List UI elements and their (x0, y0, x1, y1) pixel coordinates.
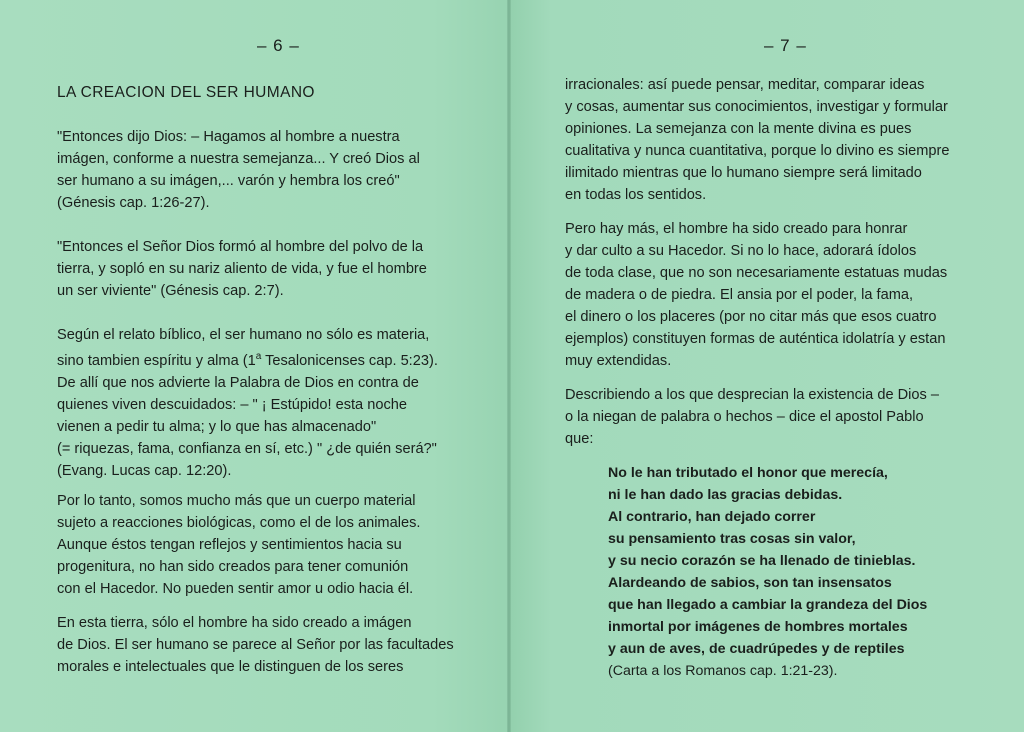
text-line: De allí que nos advierte la Palabra de Dios en contra de (57, 375, 419, 391)
text-line: En esta tierra, sólo el hombre ha sido creado a imágen (57, 615, 412, 631)
text-line: (Evang. Lucas cap. 12:20). (57, 463, 232, 479)
text-line: muy extendidas. (565, 353, 672, 369)
text-line: sino tambien espíritu y alma (1$^a$ Tesalonicenses cap. 5:23). (57, 351, 438, 369)
paragraph-more-than-material (57, 490, 497, 600)
text-line: sujeto a reacciones biológicas, como el de los animales. (57, 515, 421, 531)
text-line: de madera o de piedra. El ansia por el poder, la fama, (565, 287, 914, 303)
paragraph-irrational (565, 74, 1005, 206)
text-line: de toda clase, que no son necesariamente estatuas mudas (565, 265, 948, 281)
text-line: Describiendo a los que desprecian la existencia de Dios – (565, 387, 939, 403)
paragraph-biblical-account (57, 324, 497, 482)
text-line: ejemplos) constituyen formas de auténtica idolatría y estan (565, 331, 946, 347)
quote-line: que han llegado a cambiar la grandeza del Dios (608, 597, 928, 613)
quote-citation: (Carta a los Romanos cap. 1:21-23). (608, 663, 838, 679)
text-line: Según el relato bíblico, el ser humano no sólo es materia, (57, 327, 430, 343)
paragraph-genesis-2 (57, 236, 497, 302)
paragraph-apostle-paul (565, 384, 1005, 450)
quote-line: su pensamiento tras cosas sin valor, (608, 531, 856, 547)
paragraph-image-of-god (57, 612, 497, 678)
left-page (0, 0, 510, 732)
text-line: o la niegan de palabra o hechos – dice el apostol Pablo (565, 409, 924, 425)
text-line: irracionales: así puede pensar, meditar, comparar ideas (565, 77, 925, 93)
scripture-quote (608, 462, 927, 682)
quote-line: Al contrario, han dejado correr (608, 509, 816, 525)
page-number: – 6 – (257, 36, 300, 55)
text-line: morales e intelectuales que le distinguen de los seres (57, 659, 404, 675)
text-line: opiniones. La semejanza con la mente divina es pues (565, 121, 912, 137)
text-line: (= riquezas, fama, confianza en sí, etc.) " ¿de quién será?" (57, 441, 437, 457)
section-heading: LA CREACION DEL SER HUMANO (57, 84, 315, 101)
text-line: tierra, y sopló en su nariz aliento de vida, y fue el hombre (57, 261, 427, 277)
text-line: Pero hay más, el hombre ha sido creado para honrar (565, 221, 908, 237)
text-line: "Entonces el Señor Dios formó al hombre del polvo de la (57, 239, 424, 255)
text-line: y dar culto a su Hacedor. Si no lo hace, adorará ídolos (565, 243, 917, 259)
quote-line: ni le han dado las gracias debidas. (608, 487, 843, 503)
text-line: imágen, conforme a nuestra semejanza... Y creó Dios al (57, 151, 420, 167)
text-line: y cosas, aumentar sus conocimientos, investigar y formular (565, 99, 948, 115)
right-page (510, 0, 1024, 732)
text-line: quienes viven descuidados: – " ¡ Estúpido! esta noche (57, 397, 407, 413)
text-line: ser humano a su imágen,... varón y hembra los creó" (57, 173, 400, 189)
quote-line: y aun de aves, de cuadrúpedes y de reptiles (608, 641, 905, 657)
text-line: progenitura, no han sido creados para tener comunión (57, 559, 409, 575)
text-line: cualitativa y nunca cuantitativa, porque lo divino es siempre (565, 143, 950, 159)
text-line: el dinero o los placeres (por no citar más que esos cuatro (565, 309, 937, 325)
text-line: que: (565, 431, 594, 447)
text-line: de Dios. El ser humano se parece al Señor por las facultades (57, 637, 454, 653)
text-line: (Génesis cap. 1:26-27). (57, 195, 210, 211)
text-line: vienen a pedir tu alma; y lo que has almacenado" (57, 419, 377, 435)
paragraph-idolatry (565, 218, 1005, 372)
quote-line: y su necio corazón se ha llenado de tinieblas. (608, 553, 916, 569)
text-line: "Entonces dijo Dios: – Hagamos al hombre a nuestra (57, 129, 400, 145)
quote-line: inmortal por imágenes de hombres mortales (608, 619, 908, 635)
text-line: ilimitado mientras que lo humano siempre será limitado (565, 165, 922, 181)
text-line: con el Hacedor. No pueden sentir amor u odio hacia él. (57, 581, 414, 597)
text-line: en todas los sentidos. (565, 187, 707, 203)
paragraph-genesis-1 (57, 126, 497, 214)
text-line: Por lo tanto, somos mucho más que un cuerpo material (57, 493, 416, 509)
quote-line: No le han tributado el honor que merecía, (608, 465, 888, 481)
quote-line: Alardeando de sabios, son tan insensatos (608, 575, 892, 591)
text-line: Aunque éstos tengan reflejos y sentimientos hacia su (57, 537, 402, 553)
book-gutter (507, 0, 511, 732)
text-line: un ser viviente" (Génesis cap. 2:7). (57, 283, 284, 299)
page-number: – 7 – (764, 36, 807, 55)
